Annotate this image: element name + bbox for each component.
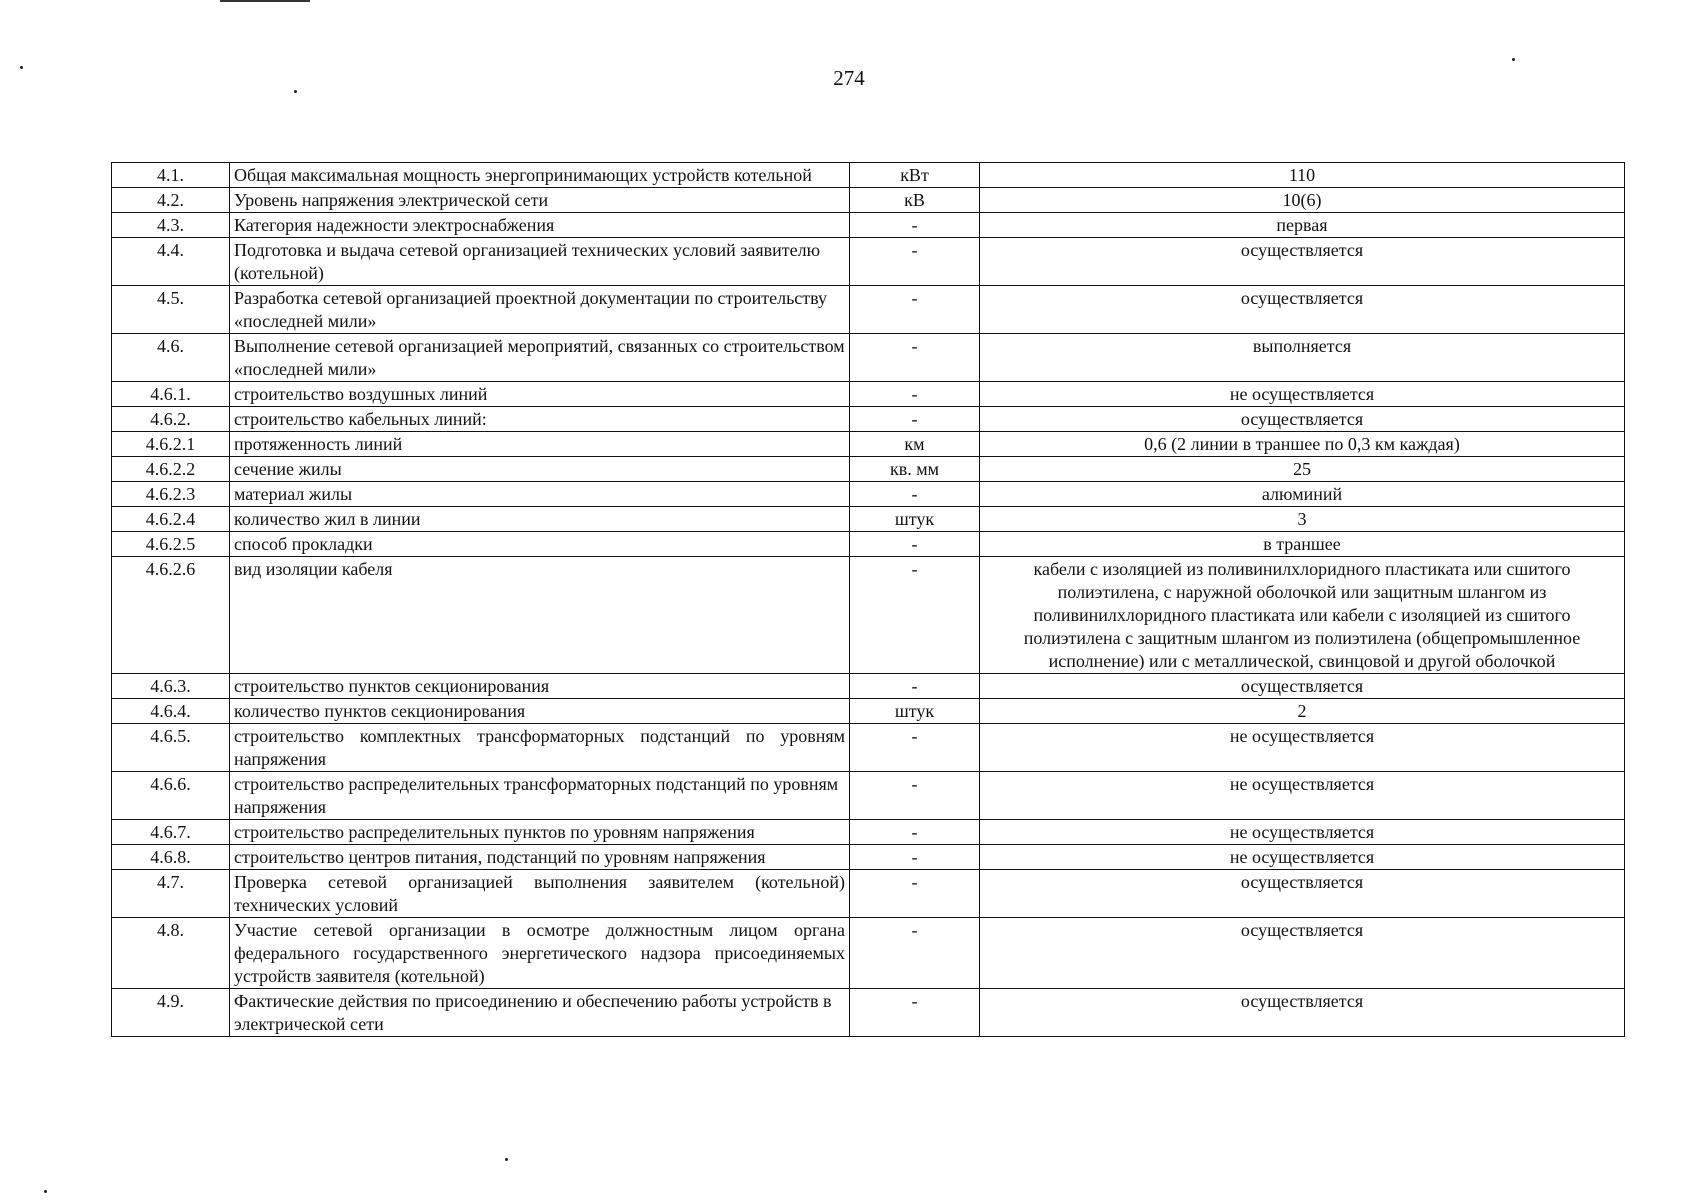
row-unit-cell: км: [850, 432, 980, 457]
row-description-cell: строительство распределительных трансформаторных подстанций по уровням напряжения: [230, 772, 850, 820]
row-value-cell: не осуществляется: [980, 724, 1625, 772]
page-number: 274: [833, 66, 865, 90]
row-unit-cell: -: [850, 382, 980, 407]
table-row: [112, 989, 1625, 1037]
table-row: [112, 724, 1625, 772]
table-row: [112, 432, 1625, 457]
row-description-cell: сечение жилы: [230, 457, 850, 482]
row-number-cell: 4.5.: [112, 286, 230, 334]
row-number-cell: 4.6.2.2: [112, 457, 230, 482]
row-description-cell: Общая максимальная мощность энергопринимающих устройств котельной: [230, 163, 850, 188]
row-number-cell: 4.6.7.: [112, 820, 230, 845]
row-description-cell: Подготовка и выдача сетевой организацией технических условий заявителю (котельной): [230, 238, 850, 286]
scan-speck: [1512, 58, 1515, 61]
row-value-cell: 25: [980, 457, 1625, 482]
row-number-cell: 4.7.: [112, 870, 230, 918]
row-value-cell: не осуществляется: [980, 772, 1625, 820]
row-number-cell: 4.1.: [112, 163, 230, 188]
row-description-cell: Выполнение сетевой организацией мероприятий, связанных со строительством «последней мили»: [230, 334, 850, 382]
row-description-cell: материал жилы: [230, 482, 850, 507]
row-value-cell: выполняется: [980, 334, 1625, 382]
row-description-cell: строительство центров питания, подстанций по уровням напряжения: [230, 845, 850, 870]
table-row: [112, 820, 1625, 845]
table-row: [112, 334, 1625, 382]
table-row: [112, 699, 1625, 724]
row-number-cell: 4.6.2.1: [112, 432, 230, 457]
row-unit-cell: кВ: [850, 188, 980, 213]
scan-speck: [294, 90, 297, 93]
row-number-cell: 4.6.2.5: [112, 532, 230, 557]
row-number-cell: 4.8.: [112, 918, 230, 989]
row-value-cell: осуществляется: [980, 870, 1625, 918]
specification-table: [111, 162, 1625, 1037]
table-row: [112, 507, 1625, 532]
row-value-cell: осуществляется: [980, 238, 1625, 286]
row-value-cell: осуществляется: [980, 989, 1625, 1037]
scan-speck: [505, 1158, 508, 1161]
row-unit-cell: -: [850, 213, 980, 238]
row-value-cell: 3: [980, 507, 1625, 532]
row-description-cell: Разработка сетевой организацией проектной документации по строительству «последней мили»: [230, 286, 850, 334]
row-value-cell: осуществляется: [980, 286, 1625, 334]
row-value-cell: 110: [980, 163, 1625, 188]
row-description-cell: Категория надежности электроснабжения: [230, 213, 850, 238]
row-number-cell: 4.6.3.: [112, 674, 230, 699]
row-unit-cell: -: [850, 918, 980, 989]
row-number-cell: 4.6.2.6: [112, 557, 230, 674]
row-value-cell: осуществляется: [980, 407, 1625, 432]
table-row: [112, 188, 1625, 213]
row-description-cell: строительство кабельных линий:: [230, 407, 850, 432]
row-unit-cell: штук: [850, 699, 980, 724]
row-unit-cell: -: [850, 845, 980, 870]
row-value-cell: алюминий: [980, 482, 1625, 507]
row-description-cell: протяженность линий: [230, 432, 850, 457]
table-row: [112, 482, 1625, 507]
row-unit-cell: -: [850, 772, 980, 820]
row-description-cell: Фактические действия по присоединению и обеспечению работы устройств в электрической сети: [230, 989, 850, 1037]
row-number-cell: 4.3.: [112, 213, 230, 238]
row-number-cell: 4.4.: [112, 238, 230, 286]
row-unit-cell: -: [850, 870, 980, 918]
table-row: [112, 213, 1625, 238]
row-number-cell: 4.6.4.: [112, 699, 230, 724]
table-row: [112, 163, 1625, 188]
row-value-cell: осуществляется: [980, 674, 1625, 699]
row-value-cell: не осуществляется: [980, 820, 1625, 845]
row-value-cell: 10(6): [980, 188, 1625, 213]
table-row: [112, 845, 1625, 870]
table-row: [112, 457, 1625, 482]
row-number-cell: 4.6.1.: [112, 382, 230, 407]
row-unit-cell: кв. мм: [850, 457, 980, 482]
row-description-cell: Уровень напряжения электрической сети: [230, 188, 850, 213]
row-unit-cell: -: [850, 724, 980, 772]
row-number-cell: 4.6.2.: [112, 407, 230, 432]
row-number-cell: 4.6.6.: [112, 772, 230, 820]
row-value-cell: 2: [980, 699, 1625, 724]
row-description-cell: строительство пунктов секционирования: [230, 674, 850, 699]
row-number-cell: 4.6.5.: [112, 724, 230, 772]
row-value-cell: 0,6 (2 линии в траншее по 0,3 км каждая): [980, 432, 1625, 457]
scan-speck: [20, 66, 23, 69]
row-number-cell: 4.6.2.4: [112, 507, 230, 532]
row-number-cell: 4.2.: [112, 188, 230, 213]
row-unit-cell: -: [850, 334, 980, 382]
row-number-cell: 4.6.: [112, 334, 230, 382]
row-unit-cell: -: [850, 820, 980, 845]
scan-speck: [44, 1190, 47, 1193]
table-row: [112, 238, 1625, 286]
row-number-cell: 4.9.: [112, 989, 230, 1037]
table-row: [112, 870, 1625, 918]
row-value-cell: осуществляется: [980, 918, 1625, 989]
table-body: [112, 163, 1625, 1037]
row-value-cell: первая: [980, 213, 1625, 238]
row-number-cell: 4.6.2.3: [112, 482, 230, 507]
table-row: [112, 674, 1625, 699]
row-description-cell: Участие сетевой организации в осмотре должностным лицом органа федерального государственного энергетического надзора присоединяемых устройств заявителя (котельной): [230, 918, 850, 989]
table-row: [112, 532, 1625, 557]
row-description-cell: вид изоляции кабеля: [230, 557, 850, 674]
row-value-cell: в траншее: [980, 532, 1625, 557]
row-value-cell: не осуществляется: [980, 845, 1625, 870]
row-description-cell: количество пунктов секционирования: [230, 699, 850, 724]
row-unit-cell: кВт: [850, 163, 980, 188]
table-row: [112, 918, 1625, 989]
row-unit-cell: штук: [850, 507, 980, 532]
table-row: [112, 286, 1625, 334]
row-unit-cell: -: [850, 286, 980, 334]
row-unit-cell: -: [850, 532, 980, 557]
table-row: [112, 382, 1625, 407]
table-row: [112, 772, 1625, 820]
top-edge-rule: [220, 0, 310, 2]
row-description-cell: строительство воздушных линий: [230, 382, 850, 407]
row-unit-cell: -: [850, 674, 980, 699]
table-row: [112, 557, 1625, 674]
row-value-cell: не осуществляется: [980, 382, 1625, 407]
row-description-cell: строительство комплектных трансформаторных подстанций по уровням напряжения: [230, 724, 850, 772]
row-description-cell: Проверка сетевой организацией выполнения заявителем (котельной) технических условий: [230, 870, 850, 918]
row-description-cell: количество жил в линии: [230, 507, 850, 532]
row-unit-cell: -: [850, 989, 980, 1037]
row-description-cell: способ прокладки: [230, 532, 850, 557]
row-number-cell: 4.6.8.: [112, 845, 230, 870]
row-description-cell: строительство распределительных пунктов по уровням напряжения: [230, 820, 850, 845]
row-unit-cell: -: [850, 407, 980, 432]
row-value-cell: кабели с изоляцией из поливинилхлоридного пластиката или сшитого полиэтилена, с наружной оболочкой или защитным шлангом из поливинилхлоридного пластиката или кабели с изоляцией из сшитого полиэтилена с защитным шлангом из полиэтилена (общепромышленное исполнение) или с металлической, свинцовой и другой оболочкой: [980, 557, 1625, 674]
row-unit-cell: -: [850, 238, 980, 286]
row-unit-cell: -: [850, 482, 980, 507]
table-row: [112, 407, 1625, 432]
row-unit-cell: -: [850, 557, 980, 674]
